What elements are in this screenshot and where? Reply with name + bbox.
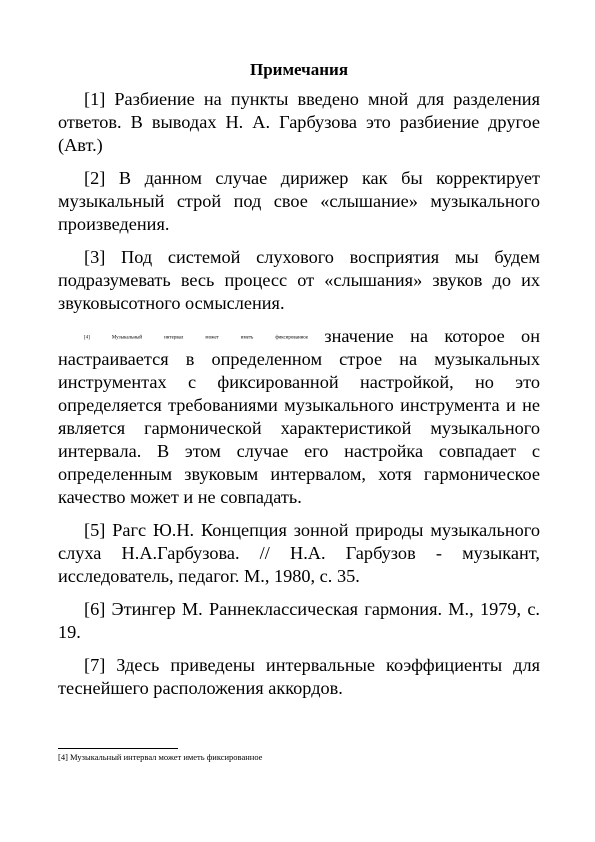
note-2: [2] В данном случае дирижер как бы корректирует музыкальный строй под свое «слышание» музыкального произведения. [58, 168, 540, 234]
note-4-text: значение на которое он настраивается в определенном строе на музыкальных инструментах с фиксированной настройкой, но это определяется требованиями музыкального инструмента и не является гармонической характеристикой музыкального интервала. В этом случае его настройка совпадает с определенным звуковым интервалом, хотя гармоническое качество может и не совпадать. [58, 326, 540, 507]
note-5: [5] Рагс Ю.Н. Концепция зонной природы музыкального слуха Н.А.Гарбузова. // Н.А. Гарбузов - музыкант, исследователь, педагог. М., 1980, с. 35. [58, 520, 540, 586]
note-4-tiny-text: [4] Музыкальный интервал может иметь фиксированное [84, 335, 309, 341]
document-page [58, 60, 540, 700]
footnote-text: [4] Музыкальный интервал может иметь фиксированное [58, 752, 263, 762]
page-title: Примечания [249, 60, 349, 79]
note-3: [3] Под системой слухового восприятия мы будем подразумевать весь процесс от «слышания» звуков до их звуковысотного осмысления. [58, 247, 540, 313]
note-6: [6] Этингер М. Раннеклассическая гармония. М., 1979, с. 19. [58, 599, 540, 642]
note-4 [58, 325, 540, 509]
footnote-divider [58, 748, 178, 749]
note-7: [7] Здесь приведены интервальные коэффициенты для теснейшего расположения аккордов. [58, 655, 540, 698]
note-1: [1] Разбиение на пункты введено мной для разделения ответов. В выводах Н. А. Гарбузова это разбиение другое (Авт.) [58, 89, 540, 155]
